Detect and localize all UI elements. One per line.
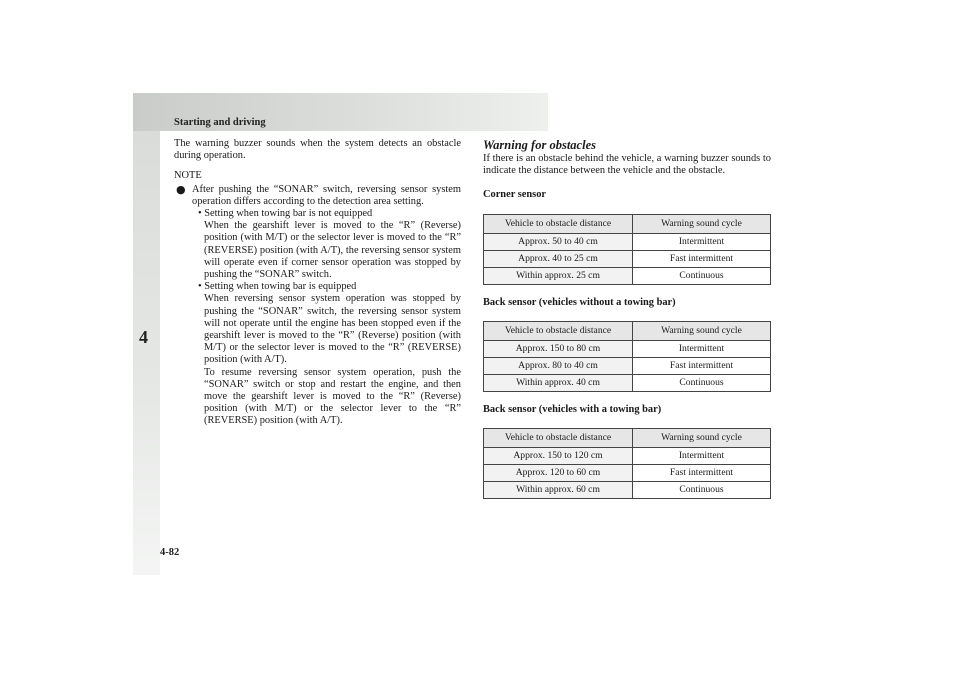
cycle-cell: Continuous xyxy=(633,482,771,499)
sub-item-body: To resume reversing sensor system operation, push the “SONAR” switch or stop and restart the engine, and then move the gearshift lever is moved to the “R” (Reverse) position (with M/T) or the selector lever to the “R” (REVERSE) position (with A/T). xyxy=(204,366,461,427)
sub-item-equipped xyxy=(192,281,461,427)
distance-cell: Approx. 50 to 40 cm xyxy=(484,233,633,250)
cycle-cell: Intermittent xyxy=(633,448,771,465)
table-title: Corner sensor xyxy=(483,189,547,201)
sub-item-title: • Setting when towing bar is equipped xyxy=(198,281,357,293)
note-bullet xyxy=(174,184,461,428)
sub-item-title: • Setting when towing bar is not equipped xyxy=(198,208,373,220)
back-sensor-no-towbar-table xyxy=(483,321,771,392)
page-number: 4-82 xyxy=(160,547,180,558)
note-label: NOTE xyxy=(174,170,202,182)
column-header: Warning sound cycle xyxy=(633,214,771,233)
distance-cell: Within approx. 25 cm xyxy=(484,267,633,284)
distance-cell: Within approx. 40 cm xyxy=(484,374,633,391)
table-row xyxy=(484,357,771,374)
cycle-cell: Fast intermittent xyxy=(633,465,771,482)
column-header: Vehicle to obstacle distance xyxy=(484,214,633,233)
table-row xyxy=(484,482,771,499)
table-row xyxy=(484,374,771,391)
section-heading: Warning for obstacles xyxy=(483,138,596,152)
section-intro: If there is an obstacle behind the vehicle, a warning buzzer sounds to indicate the distance between the vehicle and the obstacle. xyxy=(483,153,771,177)
cycle-cell: Continuous xyxy=(633,267,771,284)
table-row xyxy=(484,250,771,267)
back-sensor-towbar-table xyxy=(483,428,771,499)
table-row xyxy=(484,233,771,250)
table-header-row xyxy=(484,321,771,340)
column-header: Vehicle to obstacle distance xyxy=(484,429,633,448)
cycle-cell: Intermittent xyxy=(633,233,771,250)
sub-item-body: When reversing sensor system operation was stopped by pushing the “SONAR” switch, the reversing sensor system will not operate until the engine has been stopped even if the gearshift lever is moved to the “R” (Reverse) position (with M/T) or the selector lever is moved to the “R” (REVERSE) position (with A/T). xyxy=(204,293,461,366)
chapter-tab xyxy=(133,131,160,575)
table-header-row xyxy=(484,214,771,233)
cycle-cell: Continuous xyxy=(633,374,771,391)
bullet-icon: ● xyxy=(176,182,186,196)
table-row xyxy=(484,465,771,482)
corner-sensor-table xyxy=(483,214,771,285)
table-title: Back sensor (vehicles with a towing bar) xyxy=(483,403,662,415)
header-title: Starting and driving xyxy=(174,117,266,128)
table-row xyxy=(484,340,771,357)
table-row xyxy=(484,267,771,284)
sub-item-not-equipped xyxy=(192,208,461,281)
cycle-cell: Intermittent xyxy=(633,340,771,357)
distance-cell: Approx. 80 to 40 cm xyxy=(484,357,633,374)
note-bullet-text: After pushing the “SONAR” switch, reversing sensor system operation differs according to the detection area setting. xyxy=(192,183,461,207)
distance-cell: Within approx. 60 cm xyxy=(484,482,633,499)
table-title: Back sensor (vehicles without a towing bar) xyxy=(483,296,676,308)
left-column xyxy=(174,138,461,428)
column-header: Warning sound cycle xyxy=(633,321,771,340)
chapter-number: 4 xyxy=(139,327,148,347)
column-header: Warning sound cycle xyxy=(633,429,771,448)
distance-cell: Approx. 40 to 25 cm xyxy=(484,250,633,267)
intro-paragraph: The warning buzzer sounds when the system detects an obstacle during operation. xyxy=(174,138,461,162)
column-header: Vehicle to obstacle distance xyxy=(484,321,633,340)
right-column xyxy=(483,138,771,511)
sub-item-body: When the gearshift lever is moved to the “R” (Reverse) position (with M/T) or the selector lever is moved to the “R” (REVERSE) position (with A/T), the reversing sensor system will operate even if corner sensor operation was stopped by pushing the “SONAR” switch. xyxy=(204,220,461,281)
table-header-row xyxy=(484,429,771,448)
cycle-cell: Fast intermittent xyxy=(633,357,771,374)
cycle-cell: Fast intermittent xyxy=(633,250,771,267)
distance-cell: Approx. 150 to 120 cm xyxy=(484,448,633,465)
distance-cell: Approx. 120 to 60 cm xyxy=(484,465,633,482)
distance-cell: Approx. 150 to 80 cm xyxy=(484,340,633,357)
table-row xyxy=(484,448,771,465)
